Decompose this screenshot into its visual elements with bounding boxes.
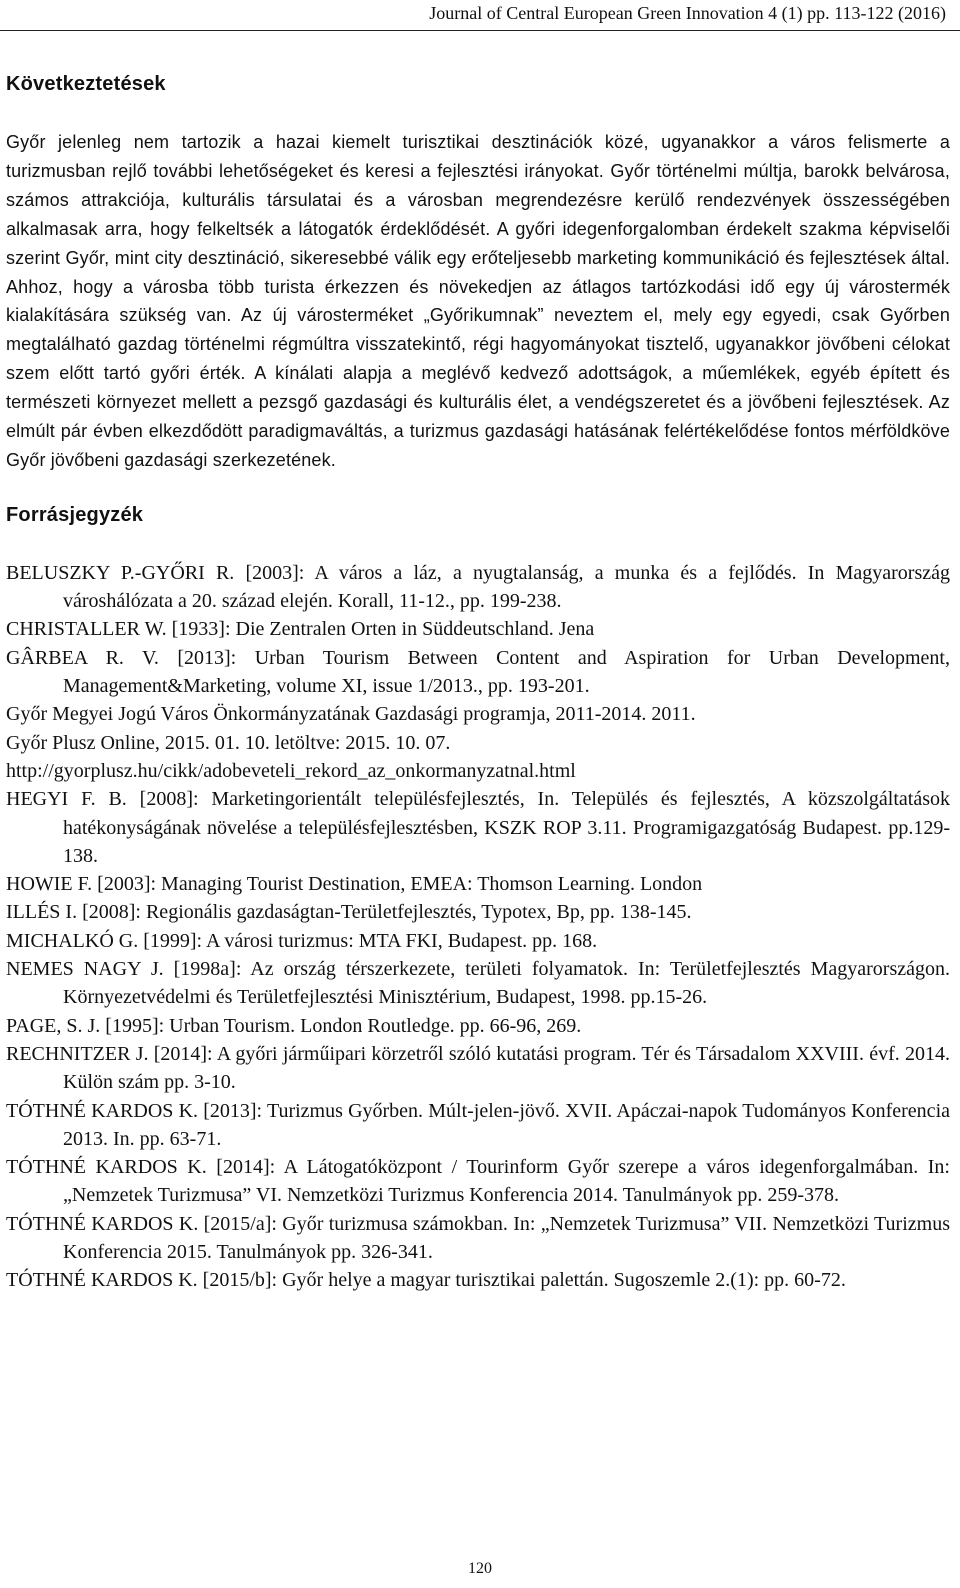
reference-item: TÓTHNÉ KARDOS K. [2015/b]: Győr helye a magyar turisztikai palettán. Sugoszemle 2.(1): pp. 60-72. xyxy=(6,1269,846,1292)
reference-item: BELUSZKY P.-GYŐRI R. [2003]: A város a láz, a nyugtalanság, a munka és a fejlődés. In Magyarország városhálózata a 20. század elején. Korall, 11-12., pp. 199-238. xyxy=(6,561,950,613)
page-number: 120 xyxy=(468,1560,492,1577)
reference-item: PAGE, S. J. [1995]: Urban Tourism. London Routledge. pp. 66-96, 269. xyxy=(6,1014,582,1037)
reference-item: TÓTHNÉ KARDOS K. [2013]: Turizmus Győrben. Múlt-jelen-jövő. XVII. Apáczai-napok Tudományos Konferencia 2013. In. pp. 63-71. xyxy=(6,1099,950,1150)
reference-item: CHRISTALLER W. [1933]: Die Zentralen Orten in Süddeutschland. Jena xyxy=(6,618,595,641)
section-title-conclusions: Következtetések xyxy=(6,73,166,95)
reference-item: TÓTHNÉ KARDOS K. [2015/a]: Győr turizmusa számokban. In: „Nemzetek Turizmusa” VII. Nemzetközi Turizmus Konferencia 2015. Tanulmányok pp. 326-341. xyxy=(6,1212,950,1263)
header-rule xyxy=(0,30,960,31)
section-title-references: Forrásjegyzék xyxy=(6,503,144,526)
reference-item: NEMES NAGY J. [1998a]: Az ország térszerkezete, területi folyamatok. In: Területfejlesztés Magyarországon. Környezetvédelmi és Területfejlesztési Minisztérium, Budapest, 1998. pp.15-26. xyxy=(6,958,950,1009)
journal-header: Journal of Central European Green Innovation 4 (1) pp. 113-122 (2016) xyxy=(429,3,946,23)
reference-url[interactable]: http://gyorplusz.hu/cikk/adobeveteli_rekord_az_onkormanyzatnal.html xyxy=(6,759,576,782)
reference-item: MICHALKÓ G. [1999]: A városi turizmus: MTA FKI, Budapest. pp. 168. xyxy=(6,929,598,952)
reference-item: ILLÉS I. [2008]: Regionális gazdaságtan-Területfejlesztés, Typotex, Bp, pp. 138-145. xyxy=(6,901,692,924)
conclusions-paragraph: Győr jelenleg nem tartozik a hazai kiemelt turisztikai desztinációk közé, ugyanakkor a város felismerte a turizmusban rejlő további lehetőségeket és keresi a fejlesztési irányokat. Győr történelmi múltja, barokk belvárosa, számos attrakciója, kulturális társulatai és a városban megrendezésre kerülő rendezvények összességében alkalmasak arra, hogy felkeltsék a látogatók érdeklődését. A győri idegenforgalomban érdekelt szakma képviselői szerint Győr, mint city desztináció, sikeresebbé válik egy erőteljesebb marketing kommunikáció és fejlesztések által. Ahhoz, hogy a városba több turista érkezzen és növekedjen az átlagos tartózkodási idő egy új várostermék kialakítására szükség van. Az új városterméket „Győrikumnak” neveztem el, mely egy egyedi, csak Győrben megtalálható gazdag történelmi régmúltra visszatekintő, régi hagyományokat tisztelő, ugyanakkor jövőbeni célokat szem előtt tartó győri érték. A kínálati alapja a meglévő kedvező adottságok, a műemlékek, egyéb épített és természeti környezet mellett a pezsgő gazdasági és kulturális élet, a vendégszeretet és a jövőbeni fejlesztések. Az elmúlt pár évben elkezdődött paradigmaváltás, a turizmus gazdasági hatásának felértékelődése fontos mérföldköve Győr jövőbeni gazdasági szerkezetének. xyxy=(6,132,950,470)
reference-item: Győr Megyei Jogú Város Önkormányzatának Gazdasági programja, 2011-2014. 2011. xyxy=(6,703,696,726)
reference-item: Győr Plusz Online, 2015. 01. 10. letöltve: 2015. 10. 07. xyxy=(6,731,451,754)
reference-item: HEGYI F. B. [2008]: Marketingorientált településfejlesztés, In. Település és fejlesztés, A közszolgáltatások hatékonyságának növelése a településfejlesztésben, KSZK ROP 3.11. Programigazgatóság Budapest. pp.129-138. xyxy=(6,788,950,867)
page-content xyxy=(6,70,950,1295)
reference-item: TÓTHNÉ KARDOS K. [2014]: A Látogatóközpont / Tourinform Győr szerepe a város idegenforgalmában. In: „Nemzetek Turizmusa” VI. Nemzetközi Turizmus Konferencia 2014. Tanulmányok pp. 259-378. xyxy=(6,1156,950,1207)
reference-item: GÂRBEA R. V. [2013]: Urban Tourism Between Content and Aspiration for Urban Development, Management&Marketing, volume XI, issue 1/2013., pp. 193-201. xyxy=(6,646,950,698)
reference-item: RECHNITZER J. [2014]: A győri járműipari körzetről szóló kutatási program. Tér és Társadalom XXVIII. évf. 2014. Külön szám pp. 3-10. xyxy=(6,1042,950,1094)
reference-item: HOWIE F. [2003]: Managing Tourist Destination, EMEA: Thomson Learning. London xyxy=(6,873,703,896)
reference-list xyxy=(6,559,950,1295)
